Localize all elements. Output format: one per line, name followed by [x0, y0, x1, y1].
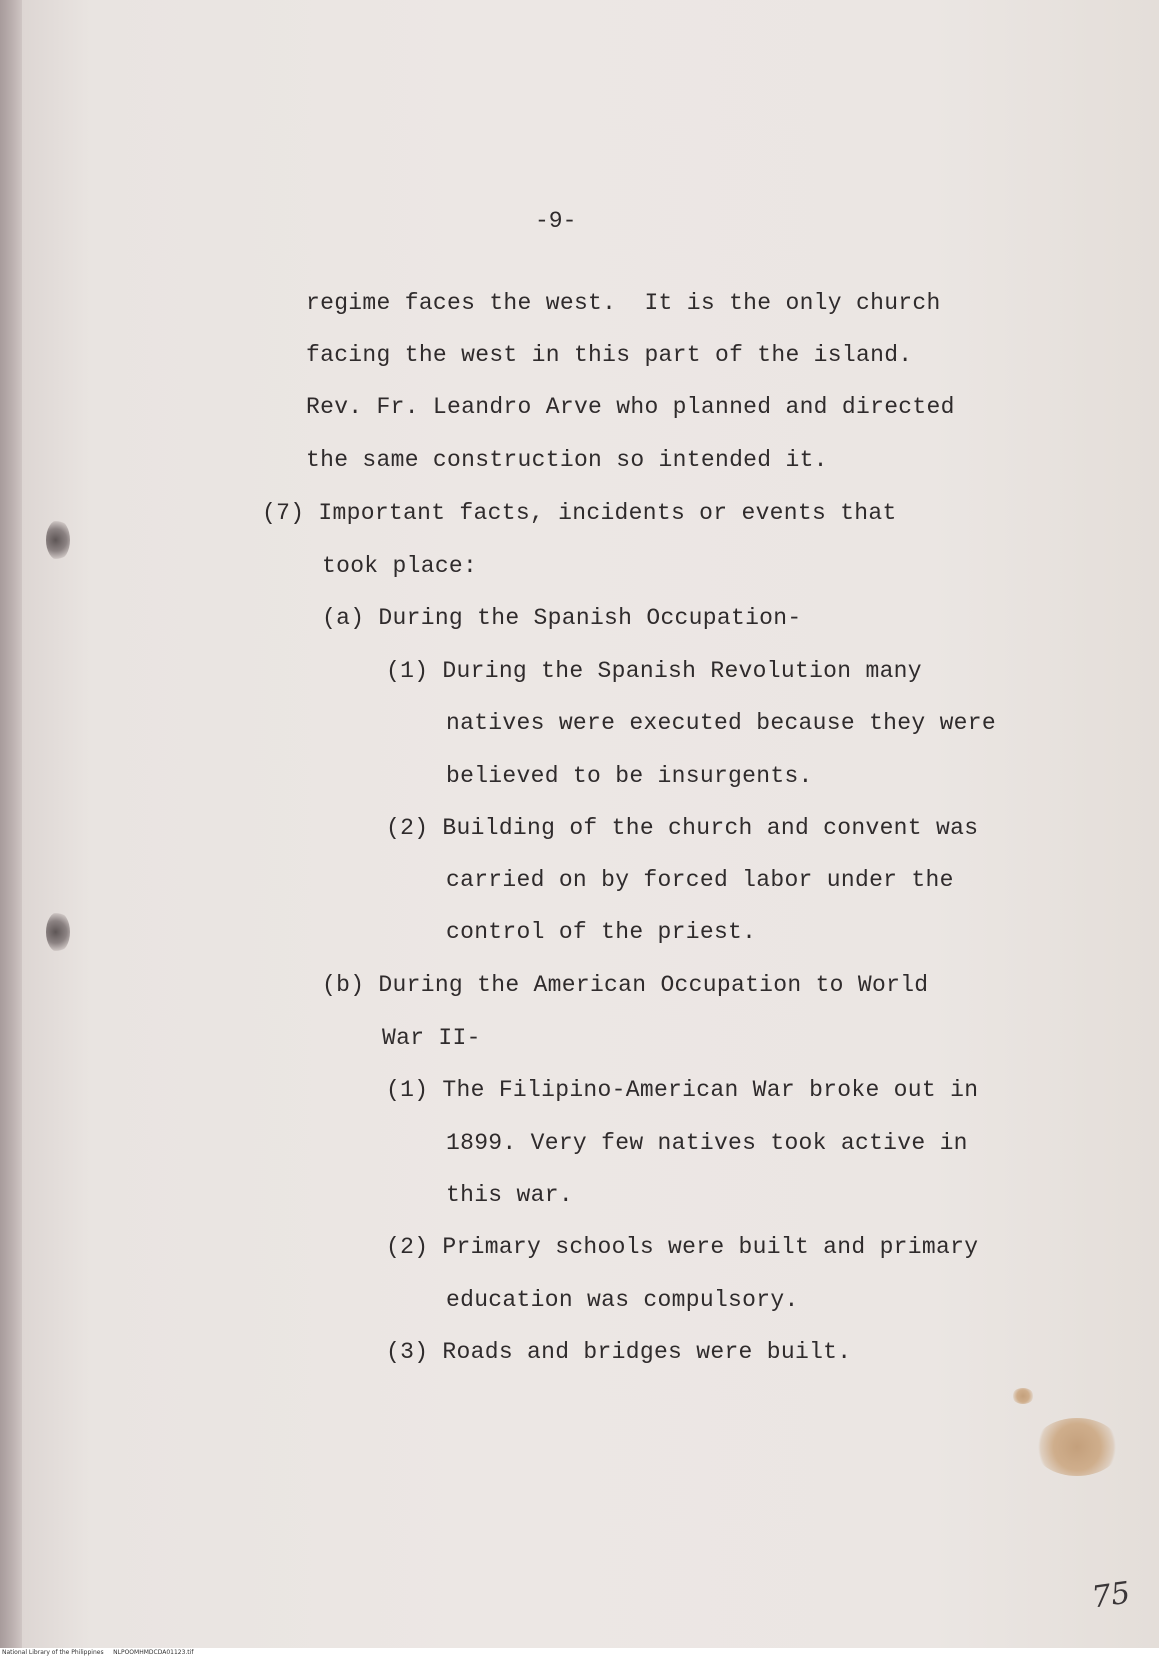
section-heading-7: (7) Important facts, incidents or events that [262, 500, 897, 526]
text-line: Rev. Fr. Leandro Arve who planned and directed [306, 394, 955, 420]
text-line: control of the priest. [446, 919, 757, 945]
punch-hole-top [46, 520, 70, 560]
text-line: this war. [446, 1182, 573, 1208]
binding-edge [0, 0, 22, 1648]
text-line: regime faces the west. It is the only church [306, 290, 941, 316]
handwritten-page-number: 75 [1089, 1575, 1133, 1616]
subsection-heading-b: (b) During the American Occupation to World [322, 972, 929, 998]
footer-caption [2, 1648, 193, 1658]
text-line: War II- [382, 1025, 481, 1051]
footer-library: National Library of the Philippines [2, 1649, 104, 1656]
text-line: natives were executed because they were [446, 710, 996, 736]
subsection-heading-a: (a) During the Spanish Occupation- [322, 605, 802, 631]
text-line: took place: [322, 553, 478, 579]
text-line: 1899. Very few natives took active in [446, 1130, 968, 1156]
text-line: the same construction so intended it. [306, 447, 828, 473]
paper-stain [1034, 1418, 1120, 1476]
text-line: facing the west in this part of the island. [306, 342, 913, 368]
text-line: education was compulsory. [446, 1287, 799, 1313]
list-item-a2: (2) Building of the church and convent was [386, 815, 979, 841]
footer-file: NLPOOMHMDCDA01123.tif [113, 1649, 194, 1656]
text-line: carried on by forced labor under the [446, 867, 954, 893]
paper-stain-small [1012, 1388, 1034, 1404]
list-item-b2: (2) Primary schools were built and primary [386, 1234, 979, 1260]
page-number: -9- [535, 208, 577, 234]
list-item-b1: (1) The Filipino-American War broke out in [386, 1077, 979, 1103]
punch-hole-bottom [46, 912, 70, 952]
list-item-a1: (1) During the Spanish Revolution many [386, 658, 922, 684]
text-line: believed to be insurgents. [446, 763, 813, 789]
list-item-b3: (3) Roads and bridges were built. [386, 1339, 852, 1365]
